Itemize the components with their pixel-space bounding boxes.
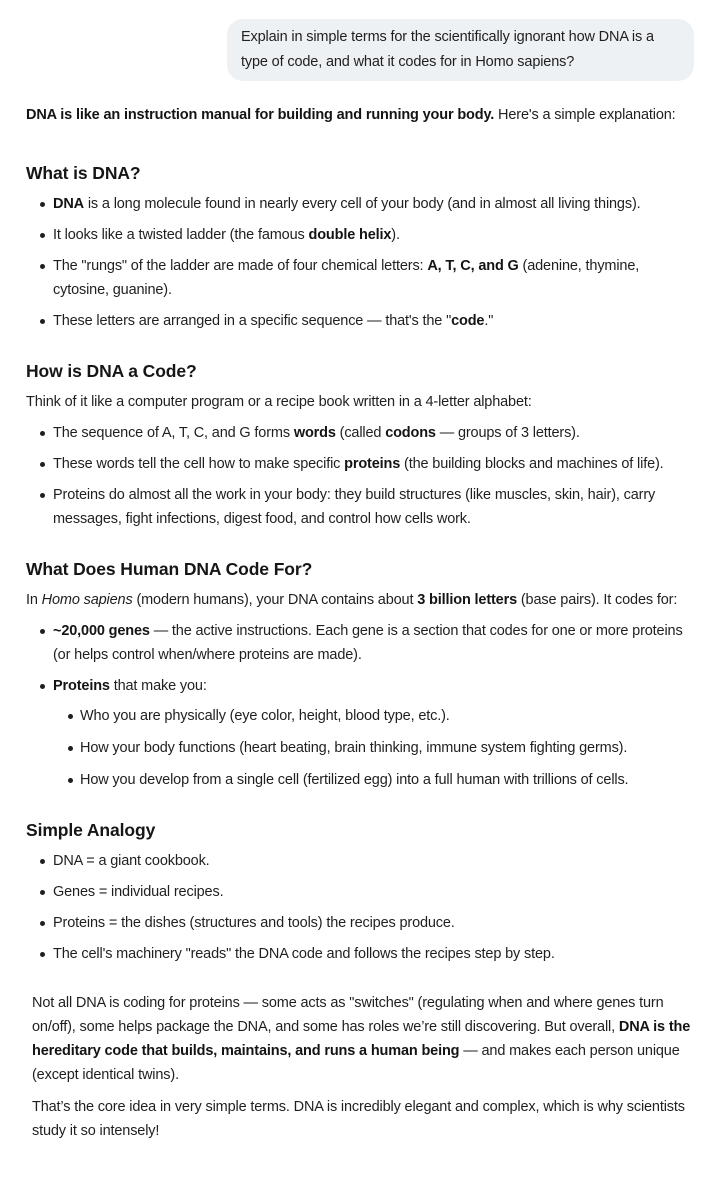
bold-text: double helix <box>308 227 392 243</box>
list-item <box>26 223 698 247</box>
text: that make you: <box>109 678 207 694</box>
lead-rest: Here's a simple explanation: <box>494 107 676 123</box>
proteins-nested-list <box>53 704 698 792</box>
text: ). <box>391 227 400 243</box>
list-item <box>26 192 698 216</box>
nested-list-item: How you develop from a single cell (fertilized egg) into a full human with trillions of cells. <box>53 768 698 792</box>
nested-list-item: How your body functions (heart beating, brain thinking, immune system fighting germs). <box>53 736 698 760</box>
user-message-bubble <box>227 19 694 81</box>
closing-paragraph-2: That’s the core idea in very simple terms. DNA is incredibly elegant and complex, which is why scientists study it so intensely! <box>32 1099 685 1139</box>
assistant-response <box>26 99 698 1151</box>
human-intro <box>26 588 698 612</box>
text: (called <box>335 425 386 441</box>
text: (modern humans), your DNA contains about <box>132 592 418 608</box>
text: The sequence of A, T, C, and G forms <box>53 425 294 441</box>
list-item <box>26 483 698 531</box>
text: is a long molecule found in nearly every cell of your body (and in almost all living things). <box>83 196 641 212</box>
heading-simple-analogy: Simple Analogy <box>26 820 156 840</box>
text: The "rungs" of the ladder are made of four chemical letters: <box>53 258 428 274</box>
bold-text: codons <box>385 425 436 441</box>
bold-text: A, T, C, and G <box>427 258 519 274</box>
text: (the building blocks and machines of life). <box>400 456 664 472</box>
text: Not all DNA is coding for proteins — some acts as "switches" (regulating when and where genes turn on/off), some helps package the DNA, and some has roles we’re still discovering. But overall, <box>32 995 664 1035</box>
bold-text: ~20,000 genes <box>53 623 150 639</box>
lead-bold: DNA is like an instruction manual for building and running your body. <box>26 107 495 123</box>
what-list <box>26 192 698 333</box>
list-item: Proteins = the dishes (structures and tools) the recipes produce. <box>26 911 698 935</box>
list-item <box>26 309 698 333</box>
bold-text: words <box>293 425 336 441</box>
text: (base pairs). It codes for: <box>517 592 678 608</box>
list-item: The cell's machinery "reads" the DNA code and follows the recipes step by step. <box>26 942 698 966</box>
list-item <box>26 619 698 667</box>
closing-section <box>26 991 698 1143</box>
how-list <box>26 421 698 531</box>
list-item <box>26 421 698 445</box>
text: — groups of 3 letters). <box>435 425 580 441</box>
text: — the active instructions. Each gene is a section that codes for one or more proteins (or helps control when/where proteins are made). <box>53 623 683 663</box>
text: (adenine, thymine, cytosine, guanine). <box>53 258 640 298</box>
text: ." <box>484 313 494 329</box>
text: These letters are arranged in a specific sequence — that's the " <box>53 313 452 329</box>
bold-text: DNA <box>53 196 84 212</box>
text: It looks like a twisted ladder (the famous <box>53 227 309 243</box>
heading-human-dna: What Does Human DNA Code For? <box>26 559 313 579</box>
bold-text: Proteins <box>53 678 110 694</box>
heading-what-is-dna: What is DNA? <box>26 163 141 183</box>
nested-list-item: Who you are physically (eye color, height, blood type, etc.). <box>53 704 698 728</box>
user-message-text: Explain in simple terms for the scientifically ignorant how DNA is a type of code, and what it codes for in Homo sapiens? <box>241 29 654 70</box>
response-lead <box>26 103 698 127</box>
human-list <box>26 619 698 792</box>
list-item <box>26 452 698 476</box>
bold-text: 3 billion letters <box>417 592 517 608</box>
analogy-list <box>26 849 698 966</box>
text: In <box>26 592 42 608</box>
text: Proteins do almost all the work in your body: they build structures (like muscles, skin, hair), carry messages, fight infections, digest food, and control how cells work. <box>53 487 656 527</box>
bold-text: DNA is the hereditary code that builds, maintains, and runs a human being <box>32 1019 691 1059</box>
list-item: DNA = a giant cookbook. <box>26 849 698 873</box>
how-intro: Think of it like a computer program or a recipe book written in a 4-letter alphabet: <box>26 394 532 410</box>
list-item <box>26 254 698 302</box>
heading-how-is-dna-a-code: How is DNA a Code? <box>26 361 197 381</box>
bold-text: code <box>451 313 485 329</box>
list-item <box>26 674 698 792</box>
closing-paragraph-1 <box>32 991 698 1087</box>
text: — and makes each person unique (except identical twins). <box>32 1043 680 1083</box>
italic-text: Homo sapiens <box>41 592 133 608</box>
bold-text: proteins <box>344 456 401 472</box>
list-item: Genes = individual recipes. <box>26 880 698 904</box>
text: These words tell the cell how to make specific <box>53 456 345 472</box>
